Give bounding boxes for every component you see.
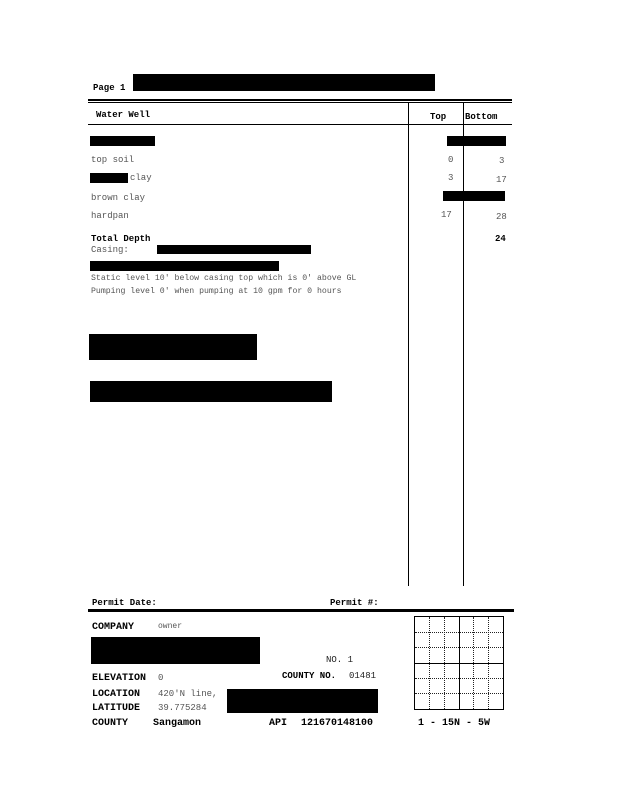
page-label: Page 1 (93, 83, 126, 93)
column-divider-right (463, 103, 464, 586)
county-value: Sangamon (153, 718, 202, 729)
redacted-block-large (89, 334, 257, 360)
row-top-hardpan: 17 (441, 210, 452, 220)
casing-label: Casing: (91, 245, 129, 255)
township-range: 1 - 15N - 5W (418, 718, 491, 729)
elevation-label: ELEVATION (92, 673, 147, 684)
pumping-level-note: Pumping level 0' when pumping at 10 gpm for 0 hours (91, 287, 342, 296)
row-desc-brown-clay: brown clay (91, 193, 146, 203)
redacted-casing-detail (157, 245, 311, 254)
county-no-value: 01481 (349, 671, 377, 681)
redacted-location-block (227, 689, 378, 713)
section-grid (414, 616, 504, 710)
county-no-label: COUNTY NO. (282, 671, 337, 681)
row-bottom-hardpan: 28 (496, 212, 507, 222)
api-label: API (269, 718, 288, 729)
permit-number-label: Permit #: (330, 598, 379, 608)
header-rule-second (88, 102, 512, 103)
col-header-bottom: Bottom (465, 112, 498, 122)
row-desc-hardpan: hardpan (91, 211, 129, 221)
company-value: owner (158, 622, 183, 631)
row-desc-clay: clay (130, 173, 152, 183)
redacted-brown-clay-values (443, 191, 505, 201)
location-label: LOCATION (92, 689, 141, 700)
row-bottom-clay: 17 (496, 175, 507, 185)
footer-rule (88, 609, 514, 612)
api-number: 121670148100 (301, 718, 374, 729)
col-header-top: Top (430, 112, 447, 122)
row-top-top-soil: 0 (448, 155, 454, 165)
redacted-block-wide (90, 381, 332, 402)
permit-date-label: Permit Date: (92, 598, 157, 608)
redacted-line (90, 261, 279, 271)
elevation-value: 0 (158, 673, 164, 683)
row-desc-top-soil: top soil (91, 155, 135, 165)
county-label: COUNTY (92, 718, 129, 729)
header-rule-top (88, 99, 512, 101)
company-label: COMPANY (92, 622, 135, 633)
redacted-row-label (90, 136, 155, 146)
table-header-rule (88, 124, 512, 125)
redacted-header-block (133, 74, 435, 91)
redacted-row-values (447, 136, 506, 146)
total-depth-value: 24 (495, 234, 506, 244)
latitude-value: 39.775284 (158, 703, 207, 713)
row-top-clay: 3 (448, 173, 454, 183)
row-bottom-top-soil: 3 (499, 156, 505, 166)
total-depth-label: Total Depth (91, 234, 151, 244)
latitude-label: LATITUDE (92, 703, 141, 714)
column-divider-left (408, 103, 409, 586)
redacted-company-block (91, 637, 260, 664)
location-value: 420'N line, (158, 689, 218, 699)
col-header-water-well: Water Well (96, 110, 151, 120)
well-number: NO. 1 (326, 655, 354, 665)
static-level-note: Static level 10' below casing top which is 0' above GL (91, 274, 357, 283)
redacted-clay-prefix (90, 173, 128, 183)
